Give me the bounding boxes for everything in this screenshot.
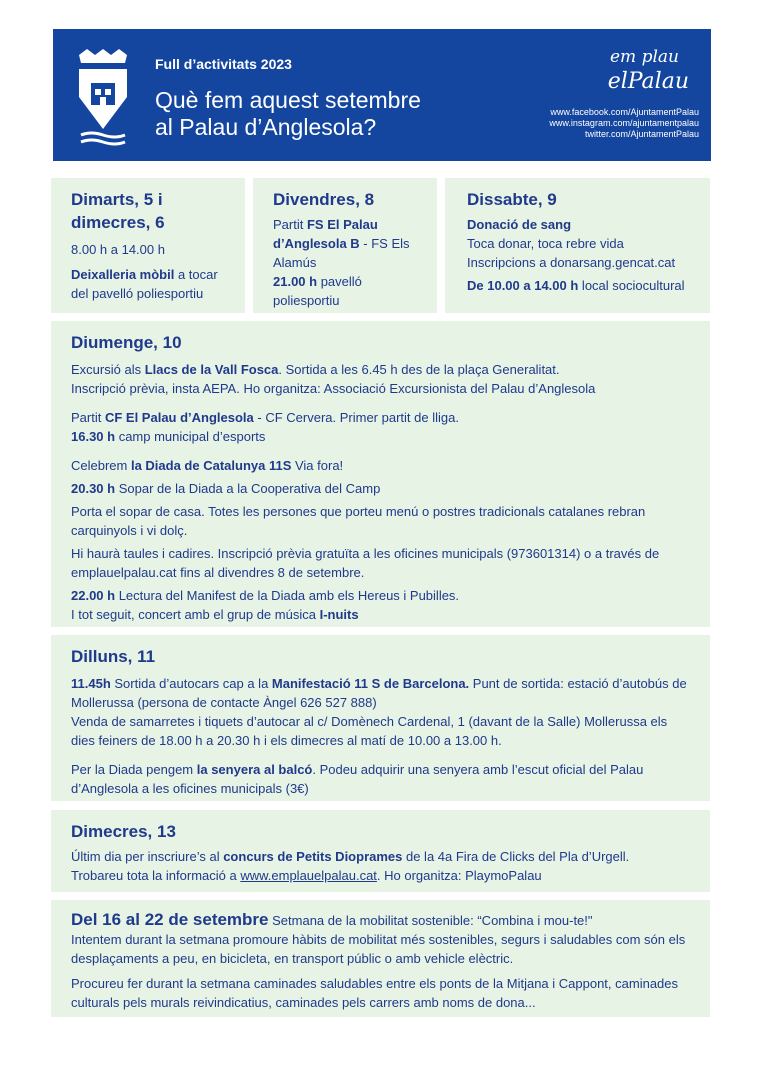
event-date: Dimecres, 13	[71, 822, 176, 841]
event-date: Del 16 al 22 de setembre	[71, 910, 269, 929]
header-banner	[53, 29, 711, 161]
event-box-monday: Dilluns, 11 11.45h Sortida d’autocars cap a la Manifestació 11 S de Barcelona. Punt de sortida: estació d’autobús de Mollerussa (persona de contacte Àngel 626 527 888) Venda de samarretes i tiquets d’autocar al c/ Domènech Cardenal, 1 (davant de la Salle) Mollerussa els dies feiners de 18.00 h a 20.30 h i els dimecres al matí de 10.00 a 13.00 h. Per la Diada pengem la senyera al balcó. Podeu adquirir una senyera amb l’escut oficial del Palau d’Anglesola a les oficines municipals (3€)	[51, 635, 710, 801]
event-date: Dilluns, 11	[71, 647, 156, 666]
subtitle: Full d’activitats 2023	[155, 56, 292, 72]
instagram-link[interactable]: www.instagram.com/ajuntamentpalau	[549, 118, 699, 128]
website-link[interactable]: www.emplauelpalau.cat	[240, 868, 377, 883]
twitter-link[interactable]: twitter.com/AjuntamentPalau	[584, 129, 699, 139]
event-box-tuesday: Dimarts, 5 i dimecres, 6 8.00 h a 14.00 h Deixalleria mòbil a tocar del pavelló poliesportiu	[51, 178, 245, 313]
page-title: Què fem aquest setembre al Palau d’Anglesola?	[155, 87, 421, 140]
event-box-mobility-week: Del 16 al 22 de setembre Setmana de la mobilitat sostenible: “Combina i mou-te!" Intentem durant la setmana promoure hàbits de mobilitat més sostenibles, segurs i saludables com són els desplaçaments a peu, en bicicleta, en transport públic o amb vehicle elèctric. Procureu fer durant la setmana caminades saludables entre els ponts de la Mitjana i Cappont, caminades culturals pels murals reivindicatius, caminades pels carrers amb noms de dona...	[51, 900, 710, 1017]
event-box-friday: Divendres, 8 Partit FS El Palau d’Anglesola B - FS Els Alamús 21.00 h pavelló poliesportiu	[253, 178, 437, 313]
event-box-sunday: Diumenge, 10 Excursió als Llacs de la Vall Fosca. Sortida a les 6.45 h des de la plaça Generalitat. Inscripció prèvia, insta AEPA. Ho organitza: Associació Excursionista del Palau d’Anglesola Partit CF El Palau d’Anglesola - CF Cervera. Primer partit de lliga. 16.30 h camp municipal d’esports Celebrem la Diada de Catalunya 11S Via fora! 20.30 h Sopar de la Diada a la Cooperativa del Camp Porta el sopar de casa. Totes les persones que porteu menú o postres tradicionals catalanes rebran carquinyols i vi dolç. Hi haurà taules i cadires. Inscripció prèvia gratuïta a les oficines municipals (973601314) o a través de emplauelpalau.cat fins al divendres 8 de setembre. 22.00 h Lectura del Manifest de la Diada amb els Hereus i Pubilles. I tot seguit, concert amb el grup de música I-nuits	[51, 321, 710, 627]
facebook-link[interactable]: www.facebook.com/AjuntamentPalau	[550, 107, 699, 117]
em-plau-logo: em plau elPalau	[607, 47, 689, 94]
coat-of-arms-icon	[73, 47, 133, 147]
event-box-saturday: Dissabte, 9 Donació de sang Toca donar, toca rebre vida Inscripcions a donarsang.gencat.cat De 10.00 a 14.00 h local sociocultural	[445, 178, 710, 313]
event-box-wednesday: Dimecres, 13 Últim dia per inscriure’s al concurs de Petits Dioprames de la 4a Fira de Clicks del Pla d’Urgell. Trobareu tota la informació a www.emplauelpalau.cat. Ho organitza: PlaymoPalau	[51, 810, 710, 892]
event-date: Dimarts, 5 i dimecres, 6	[71, 190, 165, 232]
event-date: Divendres, 8	[273, 190, 375, 209]
event-date: Diumenge, 10	[71, 333, 182, 352]
event-date: Dissabte, 9	[467, 190, 557, 209]
social-links	[549, 107, 699, 140]
